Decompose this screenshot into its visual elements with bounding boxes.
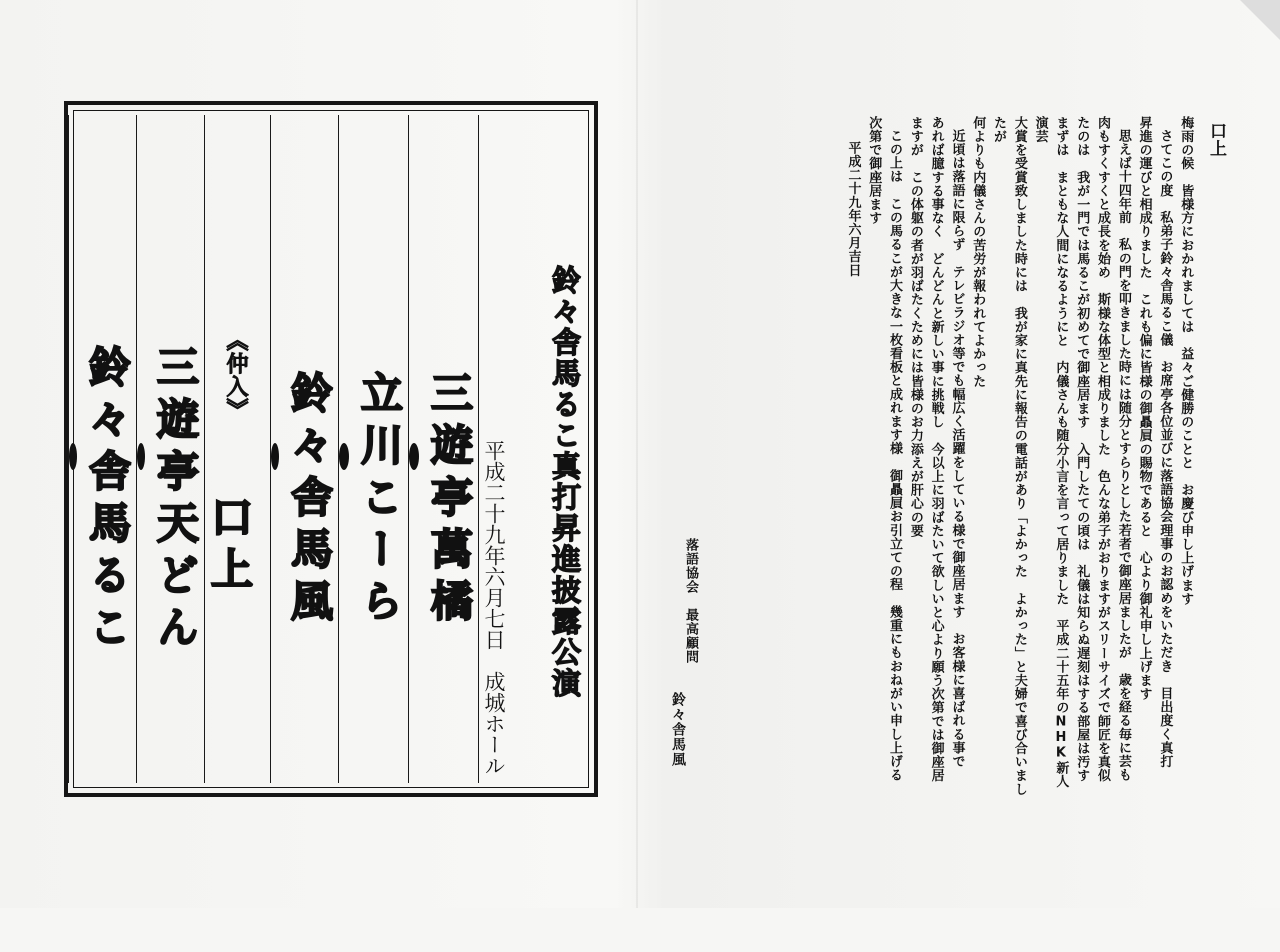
statement-line: 大賞を受賞致しました時には 我が家に真先に報告の電話があり「よかった よかった」と夫婦で喜び合いましたが bbox=[991, 116, 1027, 796]
statement-line: ますが この体躯の者が羽ばたくためには皆様のお力添えが肝心の要 bbox=[907, 116, 923, 538]
performer-dot bbox=[409, 443, 419, 470]
statement-heading: 口上 bbox=[1206, 122, 1226, 158]
signer-title: 落語協会 最高顧問 bbox=[683, 538, 698, 664]
kojo-label: 口上 bbox=[205, 495, 254, 599]
statement-line: 近頃は落語に限らず テレビラジオ等でも幅広く活躍をしている様で御座居ます お客様に喜ばれる事で bbox=[949, 129, 965, 769]
program-date-column bbox=[478, 115, 509, 783]
folded-corner bbox=[1240, 0, 1280, 40]
performer-name: 三遊亭天どん bbox=[151, 345, 200, 657]
statement-line: 肉もすくすくと成長を始め 斯様な体型と相成りました 色んな弟子がおりますがスリーサイズで師匠を真似 bbox=[1095, 116, 1111, 783]
program-board bbox=[64, 101, 598, 797]
kojo-column bbox=[204, 115, 259, 783]
statement-line: たのは 我が一門では馬るこが初めてで御座居ます 入門したての頃は 礼儀は知らぬ遅刻はする部屋は汚す bbox=[1074, 116, 1090, 783]
program-title: 鈴々舎馬るこ真打昇進披露公演 bbox=[548, 265, 582, 699]
performer-column-1 bbox=[408, 115, 479, 783]
statement-line: この上は この馬るこが大きな一枚看板と成れます様 御贔屓お引立ての程 幾重にもおねがい申し上げる bbox=[887, 129, 903, 782]
statement-line: 昇進の運びと相成りました これも偏に皆様の御贔屓の賜物であると 心より御礼申し上げます bbox=[1136, 116, 1152, 701]
performer-dot bbox=[339, 443, 349, 470]
center-fold bbox=[636, 0, 638, 908]
performer-dot bbox=[271, 443, 279, 470]
program-title-column bbox=[508, 115, 586, 783]
statement-line: 何よりも内儀さんの苦労が報われてよかった bbox=[970, 116, 986, 388]
kojo-statement bbox=[690, 116, 1226, 796]
performer-column-5 bbox=[68, 115, 137, 783]
program-date-venue: 平成二十九年六月七日 成城ホール bbox=[482, 440, 506, 776]
signer-name-block bbox=[666, 692, 686, 952]
statement-line: 思えば十四年前 私の門を叩きました時には随分とすらりとした若者で御座居ましたが 歳を経る毎に芸も bbox=[1115, 129, 1131, 782]
statement-line: あれば臆する事なく どんどんと新しい事に挑戦し 今以上に羽ばたいて欲しいと心より願う次第では御座居 bbox=[928, 116, 944, 783]
statement-line: まずは まともな人間になるようにと 内儀さんも随分小言を言って居りました 平成二十五年のNHK新人演芸 bbox=[1032, 116, 1069, 789]
performer-dot bbox=[137, 443, 145, 470]
performer-name: 三遊亭萬橘 bbox=[425, 371, 474, 631]
performer-name: 立川こーら bbox=[355, 371, 404, 631]
signer-name: 鈴々舎馬風 bbox=[670, 692, 686, 767]
statement-date: 平成二十九年六月吉日 bbox=[845, 141, 861, 277]
intermission-column bbox=[258, 115, 270, 783]
performer-column-4 bbox=[136, 115, 205, 783]
performer-name: 鈴々舎馬るこ bbox=[83, 345, 132, 657]
statement-line: さてこの度 私弟子鈴々舎馬るこ儀 お席亭各位並びに落語協会理事のお認めをいただき 目出度く真打 bbox=[1157, 129, 1173, 769]
intermission-label: 《仲入》 bbox=[223, 329, 248, 421]
performer-column-2 bbox=[338, 115, 409, 783]
statement-line: 次第で御座居ます bbox=[866, 116, 882, 225]
statement-line: 梅雨の候 皆様方におかれましては 益々ご健勝のことと お慶び申し上げます bbox=[1178, 116, 1194, 606]
performer-name: 鈴々舎馬風 bbox=[285, 371, 334, 631]
performer-dot bbox=[69, 443, 77, 470]
performer-column-3 bbox=[270, 115, 339, 783]
